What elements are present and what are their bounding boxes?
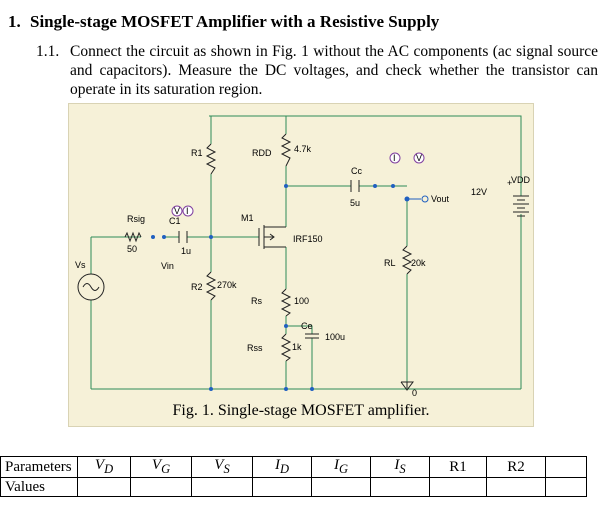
table-value-cell[interactable] — [430, 478, 487, 497]
label-rs: Rs — [251, 296, 262, 306]
label-transistor: IRF150 — [293, 234, 323, 244]
table-header-cell: $V_S$ — [192, 457, 253, 478]
table-value-cell[interactable] — [371, 478, 430, 497]
section-number: 1. — [8, 12, 21, 31]
table-value-cell[interactable] — [312, 478, 371, 497]
label-rsig-value: 50 — [127, 244, 138, 254]
mosfet-m1 — [259, 225, 286, 249]
circuit-schematic — [69, 104, 533, 404]
label-c1: C1 — [169, 216, 181, 226]
resistor-r1 — [207, 144, 215, 174]
label-r2: R2 — [191, 282, 203, 292]
table-header-cell — [546, 457, 587, 478]
instruction-number: 1.1. — [36, 43, 60, 60]
label-m1: M1 — [241, 213, 254, 223]
table-header-cell: R1 — [430, 457, 487, 478]
table-value-cell[interactable] — [131, 478, 192, 497]
current-probe-label: I — [393, 153, 396, 163]
label-r2-value: 270k — [217, 280, 237, 290]
circuit-figure — [68, 103, 534, 427]
label-vout: Vout — [431, 194, 450, 204]
label-ground: 0 — [412, 388, 418, 398]
ac-source-vs — [78, 274, 104, 300]
label-vin: Vin — [161, 261, 174, 271]
label-vdd: VDD — [511, 175, 531, 185]
label-rdd: RDD — [252, 148, 272, 158]
table-value-cell[interactable] — [253, 478, 312, 497]
table-value-cell[interactable] — [487, 478, 546, 497]
resistor-rdd — [282, 134, 290, 166]
capacitor-cc — [351, 180, 359, 192]
label-r1: R1 — [191, 148, 203, 158]
label-rss: Rss — [247, 343, 263, 353]
label-plus: + — [507, 178, 513, 188]
label-c1-value: 1u — [181, 246, 192, 256]
section-title: Single-stage MOSFET Amplifier with a Resistive Supply — [30, 12, 440, 31]
vout-marker — [407, 196, 428, 202]
table-row — [1, 478, 587, 497]
label-cc-value: 5u — [350, 198, 361, 208]
parameters-table — [0, 456, 587, 497]
table-header-cell: $V_D$ — [78, 457, 131, 478]
table-row — [1, 457, 587, 478]
label-vs: Vs — [75, 260, 86, 270]
label-rl-value: 20k — [411, 258, 426, 268]
capacitor-ce — [305, 334, 319, 338]
label-cc: Cc — [351, 166, 362, 176]
label-rss-value: 1k — [292, 342, 302, 352]
resistor-rs — [282, 289, 290, 316]
table-header-cell: $V_G$ — [131, 457, 192, 478]
voltage-probe-label: V — [416, 153, 423, 163]
resistor-rss — [282, 334, 290, 361]
label-rsig: Rsig — [127, 214, 146, 224]
circuit-wires — [91, 116, 521, 389]
label-rl: RL — [384, 258, 396, 268]
capacitor-c1 — [179, 231, 187, 243]
instruction-text: Connect the circuit as shown in Fig. 1 without the AC components (ac signal source and capacitors). Measure the DC voltages, and check whether the transistor can operate in its saturation region. — [70, 43, 598, 98]
current-probe-label: I — [186, 206, 189, 216]
table-value-cell[interactable] — [78, 478, 131, 497]
table-value-cell[interactable] — [192, 478, 253, 497]
figure-caption: Fig. 1. Single-stage MOSFET amplifier. — [172, 402, 430, 419]
label-ce-value: 100u — [325, 332, 346, 342]
table-cell-label: Parameters — [1, 457, 78, 478]
label-ce: Ce — [301, 321, 313, 331]
resistor-r2 — [207, 272, 215, 300]
table-header-cell: $I_D$ — [253, 457, 312, 478]
table-header-cell: R2 — [487, 457, 546, 478]
table-header-cell: $I_G$ — [312, 457, 371, 478]
table-cell-label: Values — [1, 478, 78, 497]
label-rs-value: 100 — [294, 296, 310, 306]
table-header-cell: $I_S$ — [371, 457, 430, 478]
voltage-probe-label: V — [174, 206, 181, 216]
label-supply: 12V — [471, 187, 488, 197]
table-value-cell[interactable] — [546, 478, 587, 497]
resistor-rl — [403, 246, 411, 274]
section-heading — [8, 12, 439, 32]
instruction-paragraph — [36, 42, 598, 99]
battery-vdd — [513, 196, 529, 216]
label-rdd-value: 4.7k — [294, 144, 312, 154]
